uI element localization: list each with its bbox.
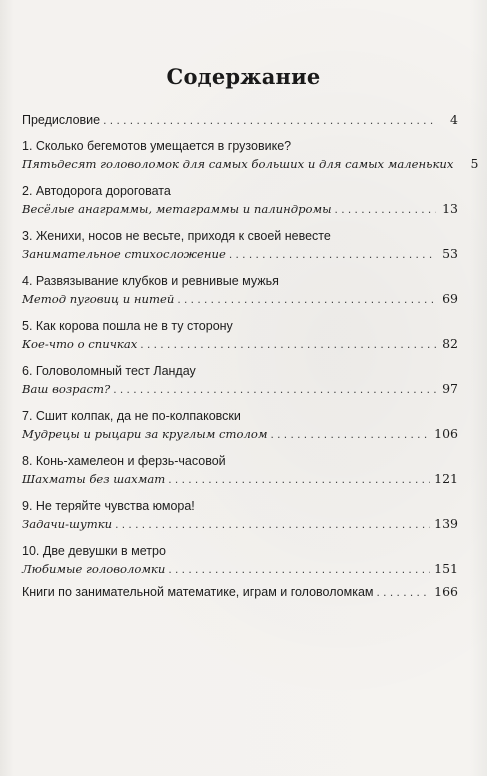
toc-page-number: 166 bbox=[434, 584, 458, 599]
toc-row bbox=[22, 583, 458, 600]
leader-dots bbox=[103, 112, 436, 129]
toc-entry-chapter-5 bbox=[22, 318, 458, 352]
leader-dots bbox=[140, 336, 436, 353]
toc-page-number: 97 bbox=[442, 381, 458, 396]
chapter-heading: 6. Головоломный тест Ландау bbox=[22, 364, 196, 378]
toc-page-number: 139 bbox=[434, 516, 458, 531]
toc-page-number: 4 bbox=[450, 112, 458, 127]
chapter-heading: 4. Развязывание клубков и ревнивые мужья bbox=[22, 274, 279, 288]
toc-entry-appendix bbox=[22, 583, 458, 600]
chapter-subtitle: Кое-что о спичках bbox=[22, 337, 138, 351]
table-of-contents bbox=[22, 111, 479, 600]
toc-row bbox=[22, 560, 458, 577]
toc-entry-chapter-7 bbox=[22, 408, 458, 442]
chapter-heading: 3. Женихи, носов не весьте, приходя к своей невесте bbox=[22, 229, 331, 243]
toc-page-number: 13 bbox=[442, 201, 458, 216]
toc-row bbox=[22, 290, 458, 307]
leader-dots bbox=[177, 291, 436, 308]
toc-row bbox=[22, 470, 458, 487]
toc-entry-chapter-8 bbox=[22, 453, 458, 487]
toc-row bbox=[22, 425, 458, 442]
toc-entry-chapter-4 bbox=[22, 273, 458, 307]
chapter-subtitle: Пятьдесят головоломок для самых больших и для самых маленьких bbox=[22, 157, 454, 171]
leader-dots bbox=[377, 584, 431, 601]
toc-page-number: 121 bbox=[434, 471, 458, 486]
leader-dots bbox=[168, 471, 430, 488]
chapter-heading: 2. Автодорога дороговата bbox=[22, 184, 171, 198]
leader-dots bbox=[335, 201, 436, 218]
chapter-subtitle: Ваш возраст? bbox=[22, 382, 111, 396]
chapter-heading: 9. Не теряйте чувства юмора! bbox=[22, 499, 195, 513]
toc-entry-chapter-2 bbox=[22, 183, 458, 217]
chapter-subtitle: Мудрецы и рыцари за круглым столом bbox=[22, 427, 268, 441]
chapter-subtitle: Шахматы без шахмат bbox=[22, 472, 166, 486]
toc-label: Книги по занимательной математике, играм и головоломкам bbox=[22, 585, 374, 599]
toc-entry-chapter-10 bbox=[22, 543, 458, 577]
toc-entry-chapter-6 bbox=[22, 363, 458, 397]
leader-dots bbox=[168, 561, 430, 578]
toc-page-number: 151 bbox=[434, 561, 458, 576]
chapter-heading: 7. Сшит колпак, да не по-колпаковски bbox=[22, 409, 241, 423]
toc-page-number: 106 bbox=[434, 426, 458, 441]
toc-label: Предисловие bbox=[22, 113, 101, 127]
chapter-subtitle: Задачи-шутки bbox=[22, 517, 113, 531]
toc-row bbox=[22, 335, 458, 352]
chapter-heading: 8. Конь-хамелеон и ферзь-часовой bbox=[22, 454, 226, 468]
chapter-heading: 10. Две девушки в метро bbox=[22, 544, 166, 558]
toc-entry-chapter-1 bbox=[22, 138, 479, 172]
page-title: Содержание bbox=[166, 64, 321, 89]
chapter-heading: 1. Сколько бегемотов умещается в грузовике? bbox=[22, 139, 292, 153]
toc-page-number: 69 bbox=[442, 291, 458, 306]
toc-page-number: 5 bbox=[470, 156, 479, 171]
leader-dots bbox=[229, 246, 436, 263]
toc-entry-chapter-3 bbox=[22, 228, 458, 262]
chapter-subtitle: Занимательное стихосложение bbox=[22, 247, 226, 261]
toc-row bbox=[22, 245, 458, 262]
toc-page-number: 53 bbox=[442, 246, 458, 261]
chapter-subtitle: Метод пуговиц и нитей bbox=[22, 292, 175, 306]
chapter-subtitle: Весёлые анаграммы, метаграммы и палиндромы bbox=[22, 202, 332, 216]
toc-row bbox=[22, 515, 458, 532]
toc-entry-preface bbox=[22, 111, 458, 128]
toc-entry-chapter-9 bbox=[22, 498, 458, 532]
toc-row bbox=[22, 111, 458, 128]
toc-row bbox=[22, 200, 458, 217]
toc-page-number: 82 bbox=[442, 336, 458, 351]
leader-dots bbox=[113, 381, 436, 398]
leader-dots bbox=[115, 516, 430, 533]
toc-row bbox=[22, 155, 479, 172]
toc-row bbox=[22, 380, 458, 397]
chapter-heading: 5. Как корова пошла не в ту сторону bbox=[22, 319, 233, 333]
chapter-subtitle: Любимые головоломки bbox=[22, 562, 166, 576]
leader-dots bbox=[270, 426, 430, 443]
